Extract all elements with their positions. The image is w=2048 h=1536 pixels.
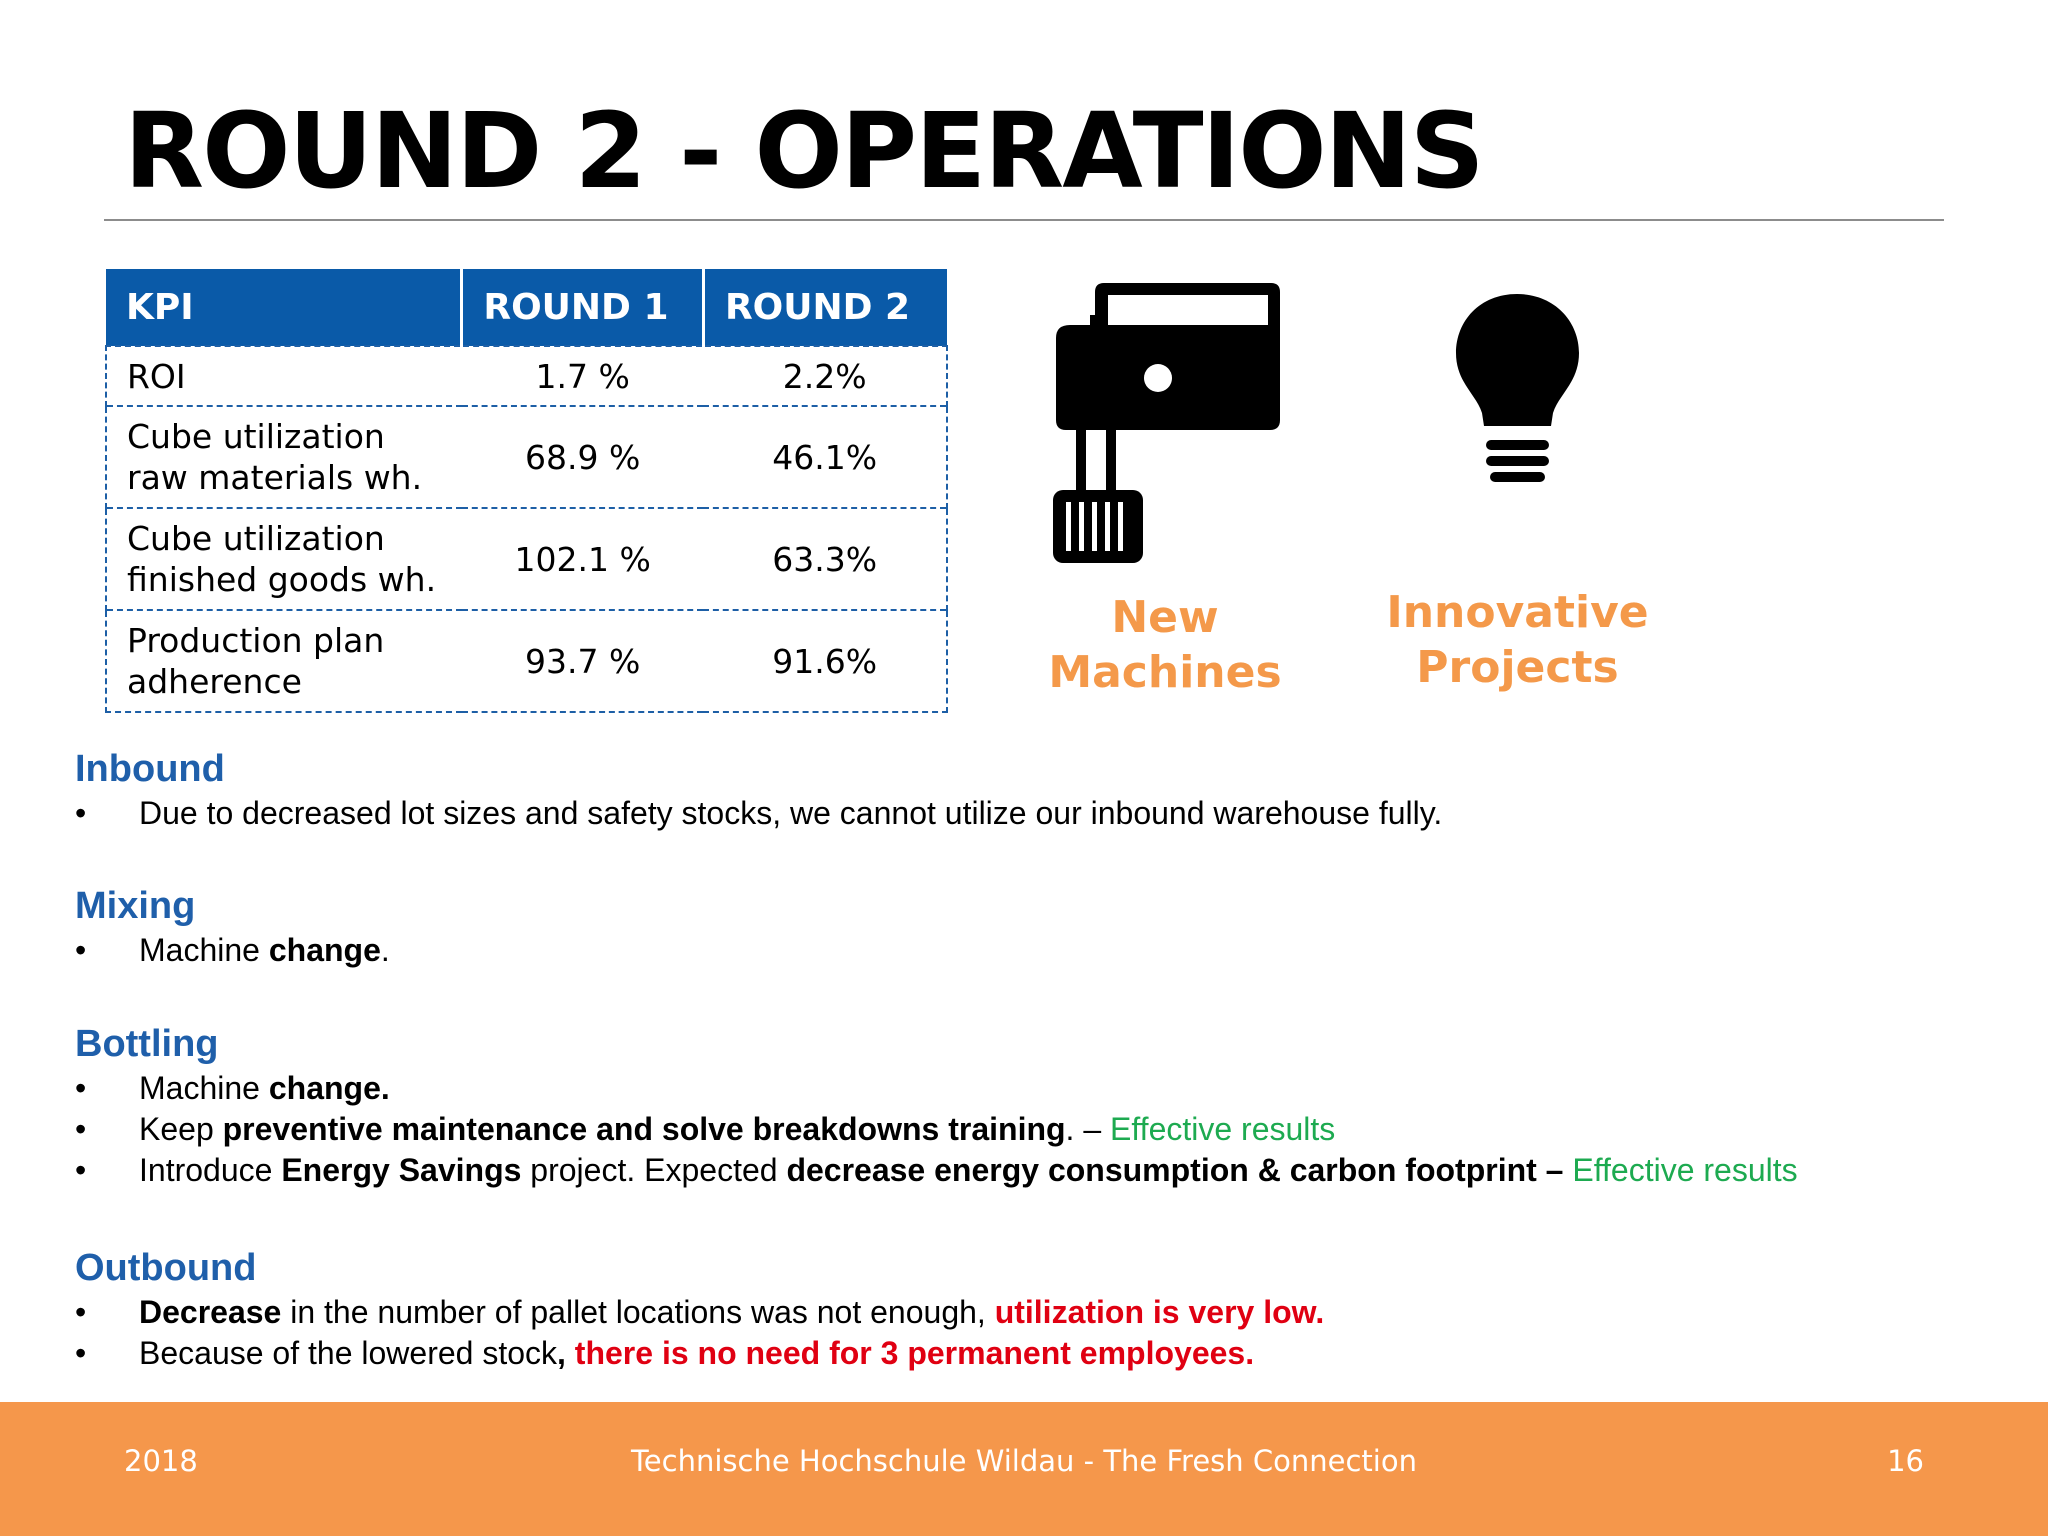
round-1-value: 93.7 % [462, 610, 704, 712]
table-row [106, 346, 947, 406]
kpi-table [105, 269, 948, 713]
section-heading-outbound: Outbound [75, 1247, 257, 1289]
section-heading-bottling: Bottling [75, 1023, 219, 1065]
round-2-value: 63.3% [703, 508, 947, 610]
new-machines-caption: New Machines [1048, 592, 1282, 698]
kpi-name: Cube utilization raw materials wh. [106, 406, 462, 508]
round-2-value: 91.6% [703, 610, 947, 712]
list-item: • Machine change. [75, 930, 1975, 971]
slide-title: ROUND 2 - OPERATIONS [124, 90, 1483, 212]
list-item: • Decrease in the number of pallet locations was not enough, utilization is very low. [75, 1292, 1975, 1333]
round-2-value: 46.1% [703, 406, 947, 508]
innovative-projects-caption: Innovative Projects [1386, 587, 1649, 693]
header-round-2: ROUND 2 [703, 269, 947, 346]
list-item: • Introduce Energy Savings project. Expected decrease energy consumption & carbon footprint – Effective results [75, 1150, 1975, 1191]
round-1-value: 102.1 % [462, 508, 704, 610]
round-1-value: 68.9 % [462, 406, 704, 508]
header-kpi: KPI [106, 269, 462, 346]
table-row [106, 406, 947, 508]
warning-text: there is no need for 3 permanent employees. [565, 1335, 1255, 1371]
effective-results-note: Effective results [1572, 1152, 1798, 1188]
bottling-list [75, 1068, 1975, 1191]
kpi-name: ROI [106, 346, 462, 406]
table-row [106, 610, 947, 712]
round-2-value: 2.2% [703, 346, 947, 406]
inbound-list [75, 793, 1975, 834]
footer-institution: Technische Hochschule Wildau - The Fresh Connection [631, 1444, 1417, 1478]
kpi-table-header [106, 269, 947, 346]
footer-year: 2018 [124, 1444, 198, 1478]
slide-footer [0, 1402, 2048, 1536]
outbound-list [75, 1292, 1975, 1374]
section-heading-inbound: Inbound [75, 748, 225, 790]
list-item: • Keep preventive maintenance and solve breakdowns training. – Effective results [75, 1109, 1975, 1150]
table-row [106, 508, 947, 610]
list-item: • Due to decreased lot sizes and safety stocks, we cannot utilize our inbound warehouse fully. [75, 793, 1975, 834]
warning-text: utilization is very low. [994, 1294, 1325, 1330]
list-item: • Because of the lowered stock, there is no need for 3 permanent employees. [75, 1333, 1975, 1374]
kpi-name: Cube utilization finished goods wh. [106, 508, 462, 610]
section-heading-mixing: Mixing [75, 885, 196, 927]
list-item: • Machine change. [75, 1068, 1975, 1109]
kpi-name: Production plan adherence [106, 610, 462, 712]
header-round-1: ROUND 1 [462, 269, 704, 346]
round-1-value: 1.7 % [462, 346, 704, 406]
hand-mixer-icon [1050, 280, 1290, 565]
lightbulb-icon [1450, 290, 1585, 495]
effective-results-note: Effective results [1110, 1111, 1336, 1147]
mixing-list [75, 930, 1975, 971]
operations-notes [75, 745, 1975, 1374]
slide-number: 16 [1887, 1444, 1924, 1478]
title-divider [104, 219, 1944, 221]
